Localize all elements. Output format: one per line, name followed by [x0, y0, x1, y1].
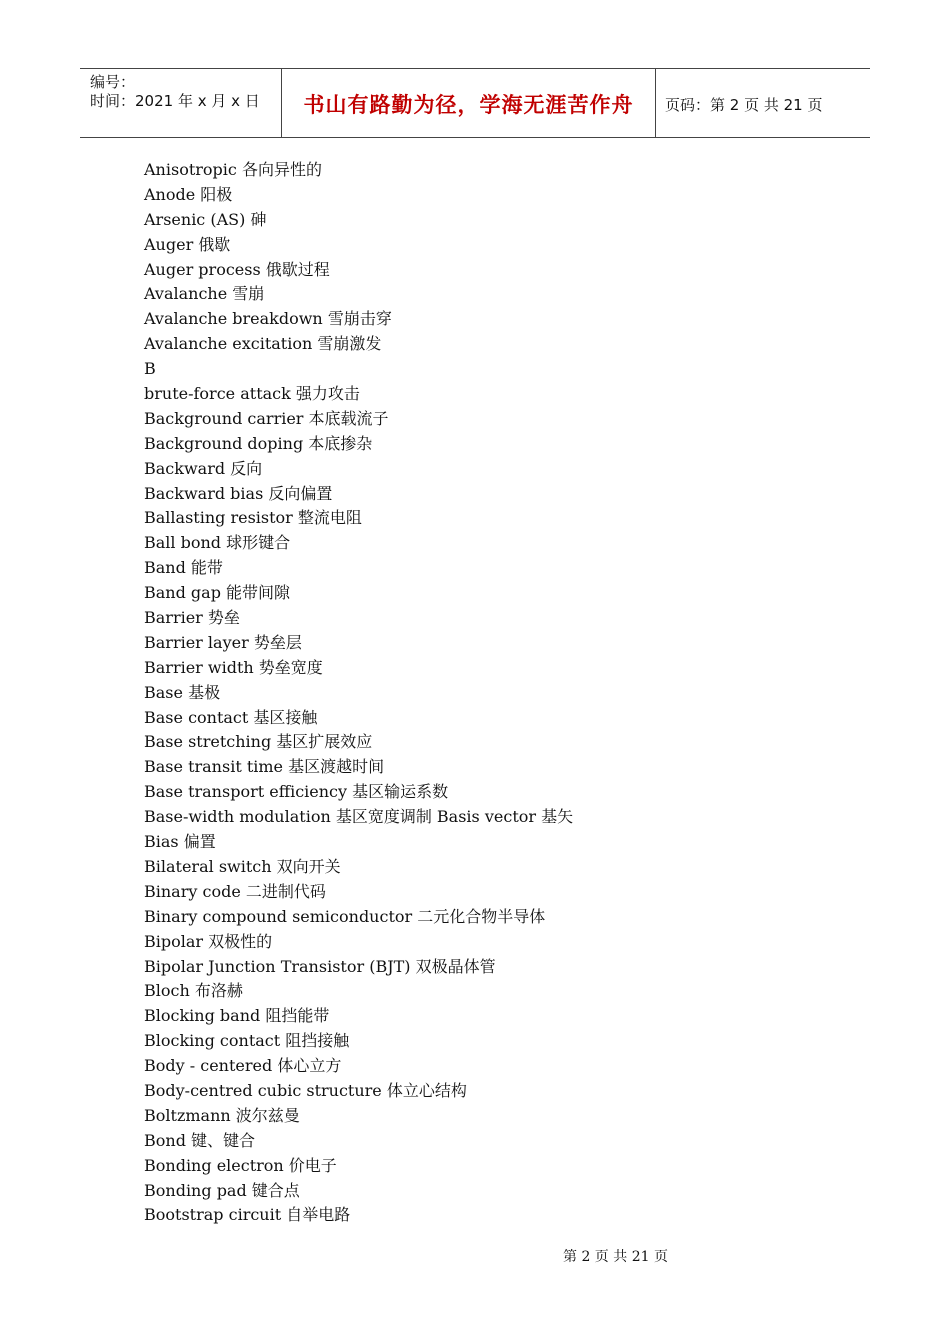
glossary-entry: Auger process 俄歇过程 — [144, 259, 330, 279]
glossary-list — [144, 158, 573, 1228]
glossary-entry: Avalanche 雪崩 — [144, 284, 265, 304]
glossary-entry: Boltzmann 波尔兹曼 — [144, 1105, 300, 1125]
glossary-entry: Bootstrap circuit 自举电路 — [144, 1205, 351, 1225]
glossary-entry: Backward bias 反向偏置 — [144, 483, 333, 503]
glossary-entry: Auger 俄歇 — [144, 234, 231, 254]
glossary-entry: Binary code 二进制代码 — [144, 881, 326, 901]
glossary-entry: Band 能带 — [144, 558, 223, 578]
glossary-entry: Base-width modulation 基区宽度调制 Basis vector 基矢 — [144, 807, 574, 827]
glossary-entry: Barrier width 势垒宽度 — [144, 657, 323, 677]
glossary-entry: Band gap 能带间隙 — [144, 583, 291, 603]
glossary-entry: Avalanche breakdown 雪崩击穿 — [144, 309, 392, 329]
glossary-entry: Anisotropic 各向异性的 — [144, 160, 322, 179]
glossary-entry: Bipolar 双极性的 — [144, 931, 273, 951]
glossary-entry: Base contact 基区接触 — [144, 707, 318, 727]
glossary-entry: brute-force attack 强力攻击 — [144, 384, 360, 404]
glossary-entry: Bloch 布洛赫 — [144, 981, 243, 1001]
glossary-entry: Bonding electron 价电子 — [144, 1155, 337, 1175]
glossary-entry: Arsenic (AS) 砷 — [144, 209, 267, 229]
glossary-entry: Base transit time 基区渡越时间 — [144, 757, 385, 777]
glossary-entry: Avalanche excitation 雪崩激发 — [144, 334, 382, 354]
header-motto-cell — [281, 69, 656, 137]
glossary-entry: Bonding pad 键合点 — [144, 1180, 300, 1200]
glossary-entry: Background doping 本底掺杂 — [144, 433, 373, 453]
document-date: 时间：2021 年 x 月 x 日 — [90, 92, 260, 110]
glossary-entry: Base 基极 — [144, 682, 221, 702]
glossary-entry: Bilateral switch 双向开关 — [144, 856, 341, 876]
header-motto: 书山有路勤为径，学海无涯苦作舟 — [303, 93, 634, 117]
glossary-entry: Ballasting resistor 整流电阻 — [144, 508, 362, 528]
glossary-entry: Body - centered 体心立方 — [144, 1056, 342, 1076]
page-header — [80, 68, 870, 138]
header-page-cell — [655, 69, 870, 137]
glossary-entry: Backward 反向 — [144, 458, 263, 478]
glossary-entry: Background carrier 本底载流子 — [144, 408, 389, 428]
glossary-entry: B — [144, 359, 156, 379]
glossary-entry: Bond 键、键合 — [144, 1130, 256, 1150]
header-meta-cell — [80, 69, 280, 137]
glossary-entry: Base transport efficiency 基区输运系数 — [144, 782, 449, 802]
header-page-info: 页码：第 2 页 共 21 页 — [665, 96, 823, 114]
glossary-entry: Body-centred cubic structure 体立心结构 — [144, 1080, 467, 1100]
page-footer: 第 2 页 共 21 页 — [563, 1249, 668, 1265]
document-number-label: 编号： — [90, 73, 136, 91]
glossary-entry: Base stretching 基区扩展效应 — [144, 732, 373, 752]
glossary-entry: Blocking contact 阻挡接触 — [144, 1031, 350, 1051]
glossary-entry: Bipolar Junction Transistor (BJT) 双极晶体管 — [144, 956, 496, 976]
glossary-entry: Bias 偏置 — [144, 832, 216, 852]
glossary-entry: Anode 阳极 — [144, 184, 233, 204]
glossary-entry: Binary compound semiconductor 二元化合物半导体 — [144, 906, 546, 926]
glossary-entry: Ball bond 球形键合 — [144, 533, 291, 553]
glossary-entry: Blocking band 阻挡能带 — [144, 1006, 330, 1026]
glossary-entry: Barrier 势垒 — [144, 608, 240, 628]
glossary-entry: Barrier layer 势垒层 — [144, 632, 302, 652]
